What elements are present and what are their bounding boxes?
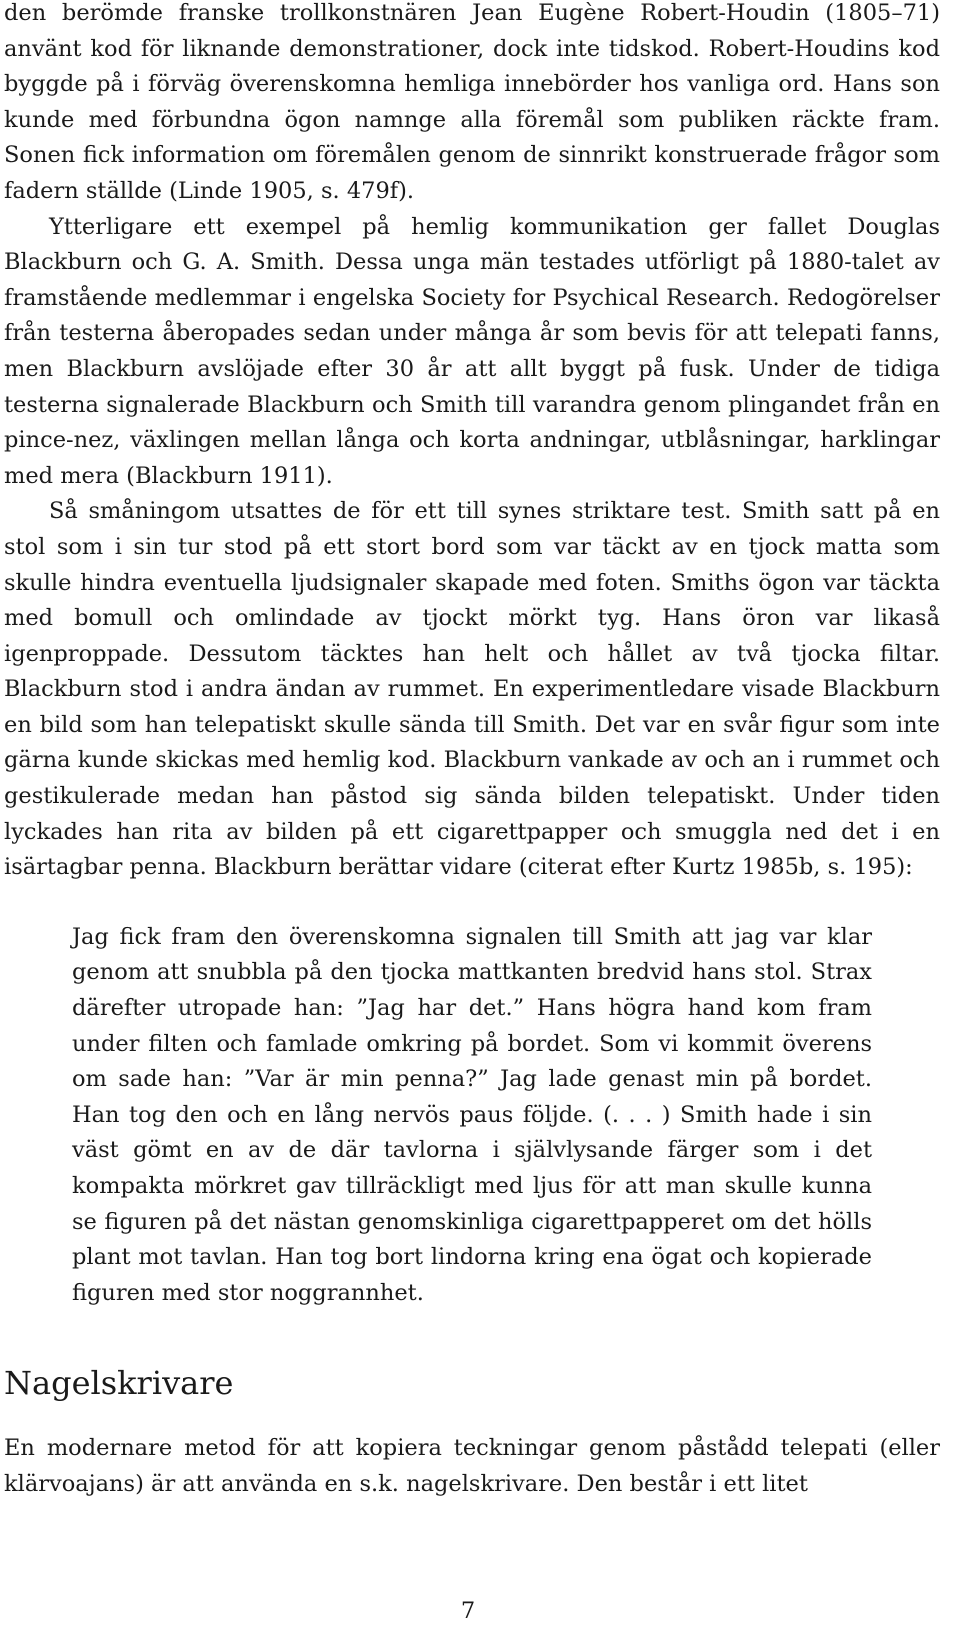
body-paragraph-1: den berömde franske trollkonstnären Jean Eugène Robert-Houdin (1805–71) använt kod för liknande demonstrationer, dock inte tidskod. Robert-Houdins kod byggde på i förväg överenskomna hemliga innebörder hos vanliga ord. Hans son kunde med förbundna ögon namnge alla föremål som publiken räckte fram. Sonen fick information om föremålen genom de sinnrikt konstruerade frågor som fadern ställde (Linde 1905, s. 479f). <box>4 0 940 204</box>
page-number: 7 <box>460 1598 476 1624</box>
body-paragraph-2: Ytterligare ett exempel på hemlig kommunikation ger fallet Douglas Blackburn och G. A. Smith. Dessa unga män testades utförligt på 1880-talet av framstående medlemmar i engelska Society for Psychical Research. Redogörelser från testerna åberopades sedan under många år som bevis för att telepati fanns, men Blackburn avslöjade efter 30 år att allt byggt på fusk. Under de tidiga testerna signalerade Blackburn och Smith till varandra genom plingandet från en pince-nez, växlingen mellan långa och korta andningar, utblåsningar, harklingar med mera (Blackburn 1911). <box>4 213 940 489</box>
document-page <box>4 0 940 1503</box>
block-quote: Jag fick fram den överenskomna signalen till Smith att jag var klar genom att snubbla på den tjocka mattkanten bredvid hans stol. Strax därefter utropade han: ”Jag har det.” Hans högra hand kom fram under filten och famlade omkring på bordet. Som vi kommit överens om sade han: ”Var är min penna?” Jag lade genast min på bordet. Han tog den och en lång nervös paus följde. (. . . ) Smith hade i sin väst gömt en av de där tavlorna i självlysande färger som i det kompakta mörkret gav tillräckligt med ljus för att man skulle kunna se figuren på det nästan genomskinliga cigarettpapperet om det hölls plant mot tavlan. Han tog bort lindorna kring ena ögat och kopierade figuren med stor noggrannhet. <box>72 923 872 1306</box>
section-heading: Nagelskrivare <box>4 1364 234 1403</box>
body-paragraph-3: Så småningom utsattes de för ett till synes striktare test. Smith satt på en stol som i sin tur stod på ett stort bord som var täckt av en tjock matta som skulle hindra eventuella ljudsignaler skapade med foten. Smiths ögon var täckta med bomull och omlindade av tjockt mörkt tyg. Hans öron var likaså igenproppade. Dessutom täcktes han helt och hållet av två tjocka filtar. Blackburn stod i andra ändan av rummet. En experimentledare visade Blackburn en bild som han telepatiskt skulle sända till Smith. Det var en svår figur som inte gärna kunde skickas med hemlig kod. Blackburn vankade av och an i rummet och gestikulerade medan han påstod sig sända bilden telepatiskt. Under tiden lyckades han rita av bilden på ett cigarettpapper och smuggla ned det i en isärtagbar penna. Blackburn berättar vidare (citerat efter Kurtz 1985b, s. 195): <box>4 498 940 881</box>
section-paragraph: En modernare metod för att kopiera teckningar genom påstådd telepati (eller klärvoajans) är att använda en s.k. nagelskrivare. Den består i ett litet <box>4 1435 940 1497</box>
